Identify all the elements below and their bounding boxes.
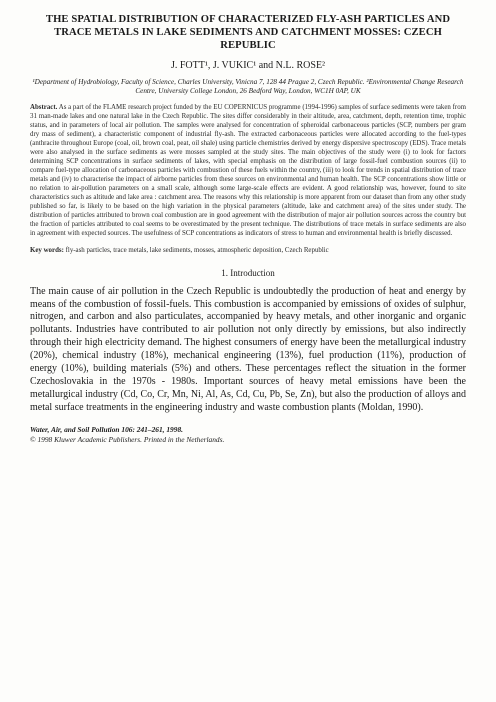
keywords-label: Key words:	[30, 246, 64, 254]
affiliations: ¹Department of Hydrobiology, Faculty of Science, Charles University, Vinicna 7, 128 44 Prague 2, Czech Republic. ²Environmental Change Research Centre, University College London, 26 Bedford Way, London, WC1H 0AP, UK	[32, 78, 464, 96]
journal-name: Water, Air, and Soil Pollution	[30, 424, 120, 434]
journal-citation: 106: 241–261, 1998.	[119, 424, 183, 434]
author-list: J. FOTT¹, J. VUKIC¹ and N.L. ROSE²	[170, 60, 326, 71]
keywords	[30, 247, 466, 256]
publisher-line: © 1998 Kluwer Academic Publishers. Printed in the Netherlands.	[30, 434, 225, 444]
paper-title: THE SPATIAL DISTRIBUTION OF CHARACTERIZED FLY-ASH PARTICLES AND TRACE METALS IN LAKE SEDIMENTS AND CATCHMENT MOSSES: CZECH REPUBLIC	[45, 14, 451, 51]
keywords-text: fly-ash particles, trace metals, lake sediments, mosses, atmospheric deposition, Czech Republic	[65, 246, 329, 254]
section-heading: 1. Introduction	[221, 267, 275, 278]
abstract	[30, 104, 466, 238]
journal-footer	[30, 425, 466, 445]
intro-paragraph: The main cause of air pollution in the Czech Republic is undoubtedly the production of heat and energy by means of the combustion of fossil-fuels. This combustion is accompanied by emissions of oxides of sulphur, nitrogen, and carbon and also particulates, accompanied by heavy metals, and other inorganic and organic pollutants. Industries have contributed to air pollution not only directly by emissions, but also indirectly through their high electricity demand. The highest consumers of energy have been the metallurgical industry (20%), chemical industry (18%), mechanical engineering (13%), fuel production (11%), production of energy (10%), building materials (5%) and others. These percentages reflect the situation in the former Czechoslovakia in the 1970s - 1980s. Important sources of heavy metal emissions have been the metallurgical industry (Cd, Co, Cr, Mn, Ni, Al, As, Cd, Cu, Pb, Se, Zn), but also the production of alloys and metal surface treatments in the engineering industry and waste combustion plants (Moldan, 1990).	[30, 285, 466, 413]
abstract-text: As a part of the FLAME research project funded by the EU COPERNICUS programme (1994-1996) samples of surface sediments were taken from 31 man-made lakes and one natural lake in the Czech Republic. The sites differ considerably in their altitude, area, catchment, depth, retention time, trophic status, and in parameters of local air pollution. The samples were analysed for concentration of spheroidal carbonaceous particles (SCP, numbers per gram dry mass of sediment), a characteristic component of industrial fly-ash. The extracted carbonaceous particles were allocated according to the fuel-types (anthracite throughout Europe (coal, oil, brown coal, peat, oil shale) using particle chemistries derived by energy dispersive spectroscopy (EDS). Trace metals were also analysed in the surface sediments as were mosses sampled at the study sites. The main objectives of the study were (i) to look for factors determining SCP concentrations in surface sediments of lakes, with special emphasis on the distribution of large fossil-fuel combustion sources (ii) to compare fuel-type allocation of carbonaceous particles with combustion of these fuels within the country, (iii) to look for trends in spatial distribution of trace metals and (iv) to characterise the impact of airborne particles from these sources on environmental and human health. The SCP concentrations show little or no relation to air-pollution parameters on a small scale, although some large-scale effects are evident. A good relationship was, however, found to site characteristics such as altitude and lake area : catchment area. The reasons why this relationship is more apparent from our dataset than from any other study published so far, is likely to be based on the high variation in the physical parameters (altitude, lake and catchment area) of the sites under study. The distribution of particles attributed to brown coal combustion are in good agreement with the distribution of major air pollution sources across the country but the fraction of particles attributed to coal seems to be overestimated by the present technique. The distributions of trace metals in surface sediments are also in agreement with expected sources. The usefulness of SCP concentrations as indicators of stress to human and environmental health is briefly discussed.	[30, 104, 466, 237]
abstract-label: Abstract.	[30, 104, 58, 112]
